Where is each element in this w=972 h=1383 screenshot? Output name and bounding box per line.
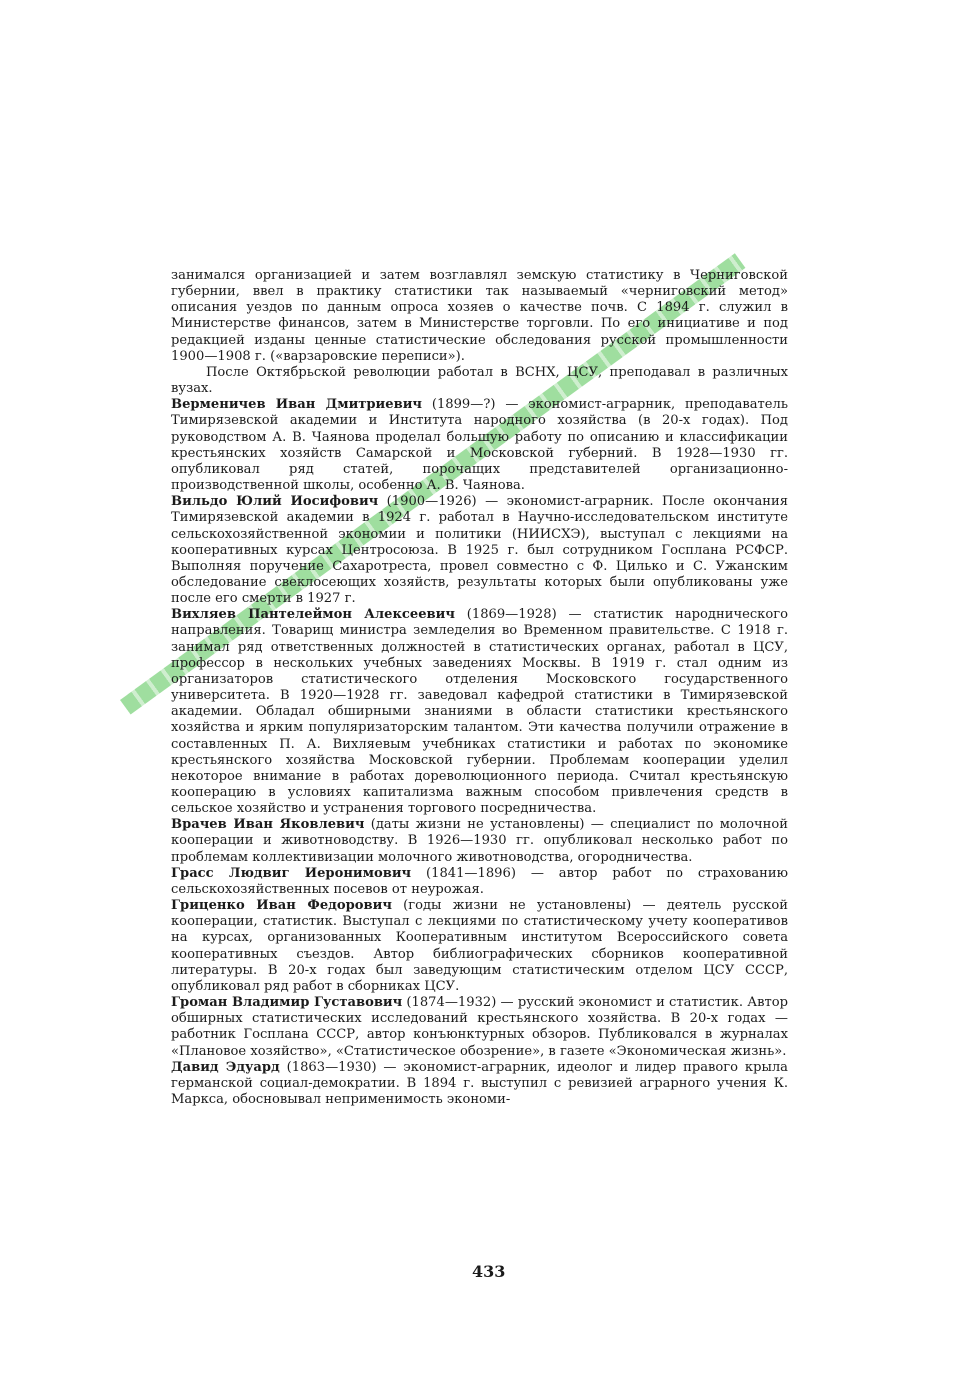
entry-groman: Громан Владимир Густавович (1874—1932) — русский экономист и статистик. Автор обширных статистических исследований крестьянского хозяйства. В 20-х годах — работник Госплана СССР, автор конъюнктурных обзоров. Публиковался в журналах «Плановое хозяйство», «Статистическое обозрение», в газете «Экономическая жизнь».	[171, 995, 788, 1059]
entry-vildo: Вильдо Юлий Иосифович (1900—1926) — экономист-аграрник. После окончания Тимирязевской академии в 1924 г. работал в Научно-исследовательском институте сельскохозяйственной экономии и политики (НИИСХЭ), выступал с лекциями на кооперативных курсах Центросоюза. В 1925 г. был сотрудником Госплана РСФСР. Выполняя поручение Сахаротреста, провел совместно с Ф. Цилько и С. Ужанским обследование свеклосеющих хозяйств, результаты которых были опубликованы уже после его смерти в 1927 г.	[171, 494, 788, 607]
entry-vermenichev: Верменичев Иван Дмитриевич (1899—?) — экономист-аграрник, преподаватель Тимирязевской академии и Института народного хозяйства (в 20-х годах). Под руководством А. В. Чаянова проделал большую работу по описанию и классификации крестьянских хозяйств Самарской и Московской губерний. В 1928—1930 гг. опубликовал ряд статей, порочащих представителей организационно-производственной школы, особенно А. В. Чаянова.	[171, 397, 788, 494]
document-text-column	[171, 268, 788, 1108]
entry-paragraph: После Октябрьской революции работал в ВСНХ, ЦСУ, преподавал в различных вузах.	[171, 364, 788, 397]
entry-grass: Грасс Людвиг Иеронимович (1841—1896) — автор работ по страхованию сельскохозяйственных посевов от неурожая.	[171, 865, 788, 897]
page-number: 433	[472, 1262, 506, 1281]
entry-continuation: занимался организацией и затем возглавлял земскую статистику в Черниговской губернии, ввел в практику статистики так называемый «черниговский метод» описания уездов по данным опроса хозяев о качестве почв. С 1894 г. служил в Министерстве финансов, затем в Министерстве торговли. По его инициативе и под редакцией изданы ценные статистические обследования русской промышленности 1900—1908 г. («варзаровские переписи»).	[171, 268, 788, 364]
entry-gritsenko: Гриценко Иван Федорович (годы жизни не установлены) — деятель русской кооперации, статистик. Выступал с лекциями по статистическому учету кооперативов на курсах, организованных Кооперативным институтом Всероссийского совета кооперативных съездов. Автор библиографических сборников кооперативной литературы. В 20-х годах был заведующим статистическим отделом ЦСУ СССР, опубликовал ряд работ в сборниках ЦСУ.	[171, 898, 788, 994]
entry-david: Давид Эдуард (1863—1930) — экономист-аграрник, идеолог и лидер правого крыла германской социал-демократии. В 1894 г. выступил с ревизией аграрного учения К. Маркса, обосновывал неприменимость экономи-	[171, 1059, 788, 1107]
entry-vrachev: Врачев Иван Яковлевич (даты жизни не установлены) — специалист по молочной кооперации и животноводству. В 1926—1930 гг. опубликовал несколько работ по проблемам коллективизации молочного животноводства, огородничества.	[171, 817, 788, 865]
entry-vikhlyaev: Вихляев Пантелеймон Алексеевич (1869—1928) — статистик народнического направления. Товарищ министра земледелия во Временном правительстве. С 1918 г. занимал ряд ответственных должностей в статистических органах, работал в ЦСУ, профессор в нескольких учебных заведениях Москвы. В 1919 г. стал одним из организаторов статистического отделения Московского государственного университета. В 1920—1928 гг. заведовал кафедрой статистики в Тимирязевской академии. Обладал обширными знаниями в области статистики крестьянского хозяйства и ярким популяризаторским талантом. Эти качества получили отражение в составленных П. А. Вихляевым учебниках статистики и работах по экономике крестьянского хозяйства Московской губернии. Проблемам кооперации уделил некоторое внимание в работах дореволюционного периода. Считал крестьянскую кооперацию в условиях капитализма важным способом привлечения средств в сельское хозяйство и устранения торгового посредничества.	[171, 607, 788, 817]
